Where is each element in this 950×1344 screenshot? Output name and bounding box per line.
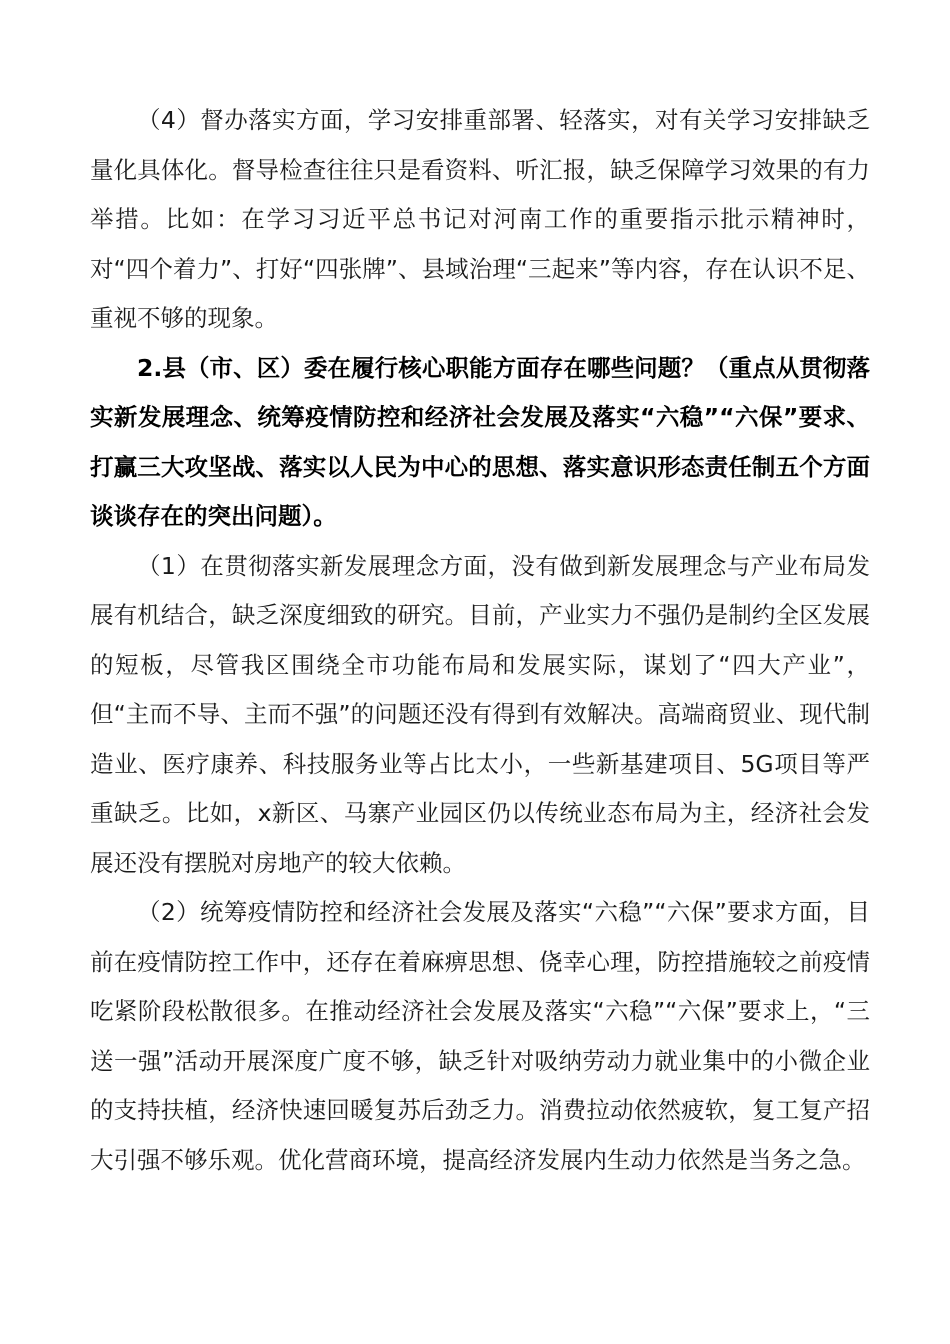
paragraph-epidemic-and-economy: （2）统筹疫情防控和经济社会发展及落实“六稳”“六保”要求方面，目前在疫情防控工作中，还存在着麻痹思想、侥幸心理，防控措施较之前疫情吃紧阶段松散很多。在推动经济社会发展及落实“六稳”“六保”要求上，“三送一强”活动开展深度广度不够，缺乏针对吸纳劳动力就业集中的小微企业的支持扶植，经济快速回暖复苏后劲乏力。消费拉动依然疲软，复工复产招大引强不够乐观。优化营商环境，提高经济发展内生动力依然是当务之急。: [90, 898, 870, 1174]
document-page: [90, 96, 870, 1185]
paragraph-new-development-concept: （1）在贯彻落实新发展理念方面，没有做到新发展理念与产业布局发展有机结合，缺乏深度细致的研究。目前，产业实力不强仍是制约全区发展的短板，尽管我区围绕全市功能布局和发展实际，谋划了“四大产业”，但“主而不导、主而不强”的问题还没有得到有效解决。高端商贸业、现代制造业、医疗康养、科技服务业等占比太小，一些新基建项目、5G项目等严重缺乏。比如，x新区、马寨产业园区仍以传统业态布局为主，经济社会发展还没有摆脱对房地产的较大依赖。: [90, 551, 870, 877]
paragraph-supervision-implementation: （4）督办落实方面，学习安排重部署、轻落实，对有关学习安排缺乏量化具体化。督导检查往往只是看资料、听汇报，缺乏保障学习效果的有力举措。比如：在学习习近平总书记对河南工作的重要指示批示精神时，对“四个着力”、打好“四张牌”、县域治理“三起来”等内容，存在认识不足、重视不够的现象。: [90, 106, 870, 332]
section-heading-core-functions: 2.县（市、区）委在履行核心职能方面存在哪些问题？（重点从贯彻落实新发展理念、统筹疫情防控和经济社会发展及落实“六稳”“六保”要求、打赢三大攻坚战、落实以人民为中心的思想、落实意识形态责任制五个方面谈谈存在的突出问题）。: [90, 353, 870, 530]
